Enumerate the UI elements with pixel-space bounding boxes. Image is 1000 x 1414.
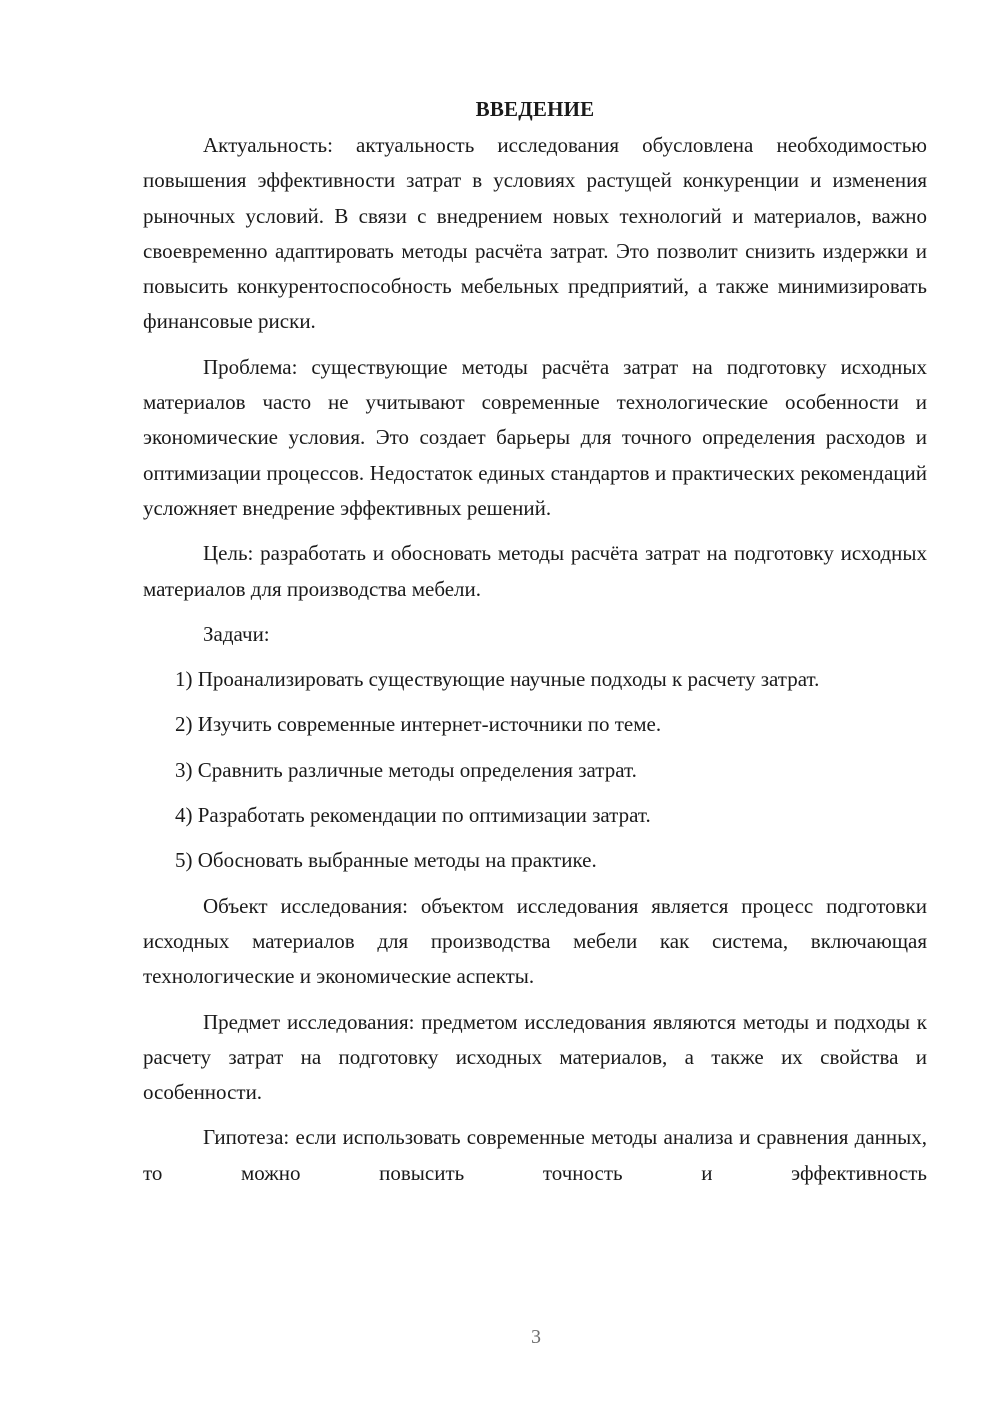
task-item-4: 4) Разработать рекомендации по оптимизации затрат. — [175, 803, 651, 828]
section-title: ВВЕДЕНИЕ — [475, 97, 595, 121]
paragraph-subject: Предмет исследования: предметом исследования являются методы и подходы к расчету затрат на подготовку исходных материалов, а также их свойства и особенности. — [143, 1009, 927, 1105]
paragraph-relevance: Актуальность: актуальность исследования обусловлена необходимостью повышения эффективности затрат в условиях растущей конкуренции и изменения рыночных условий. В связи с внедрением новых технологий и материалов, важно своевременно адаптировать методы расчёта затрат. Это позволит снизить издержки и повысить конкурентоспособность мебельных предприятий, а также минимизировать финансовые риски. — [143, 133, 927, 334]
task-item-5: 5) Обосновать выбранные методы на практике. — [175, 848, 597, 873]
document-page — [143, 92, 927, 1191]
task-item-2: 2) Изучить современные интернет-источники по теме. — [175, 712, 662, 737]
paragraph-object: Объект исследования: объектом исследования является процесс подготовки исходных материалов для производства мебели как система, включающая технологические и экономические аспекты. — [143, 893, 927, 989]
paragraph-problem: Проблема: существующие методы расчёта затрат на подготовку исходных материалов часто не учитывают современные технологические особенности и экономические условия. Это создает барьеры для точного определения расходов и оптимизации процессов. Недостаток единых стандартов и практических рекомендаций усложняет внедрение эффективных решений. — [143, 354, 927, 520]
task-item-3: 3) Сравнить различные методы определения затрат. — [175, 757, 637, 782]
paragraph-tasks-heading: Задачи: — [203, 621, 270, 646]
task-item-1: 1) Проанализировать существующие научные подходы к расчету затрат. — [175, 667, 820, 692]
paragraph-hypothesis: Гипотеза: если использовать современные методы анализа и сравнения данных, то можно повысить точность и эффективность — [143, 1125, 927, 1185]
page-number: 3 — [531, 1326, 541, 1348]
paragraph-goal: Цель: разработать и обосновать методы расчёта затрат на подготовку исходных материалов для производства мебели. — [143, 541, 927, 601]
